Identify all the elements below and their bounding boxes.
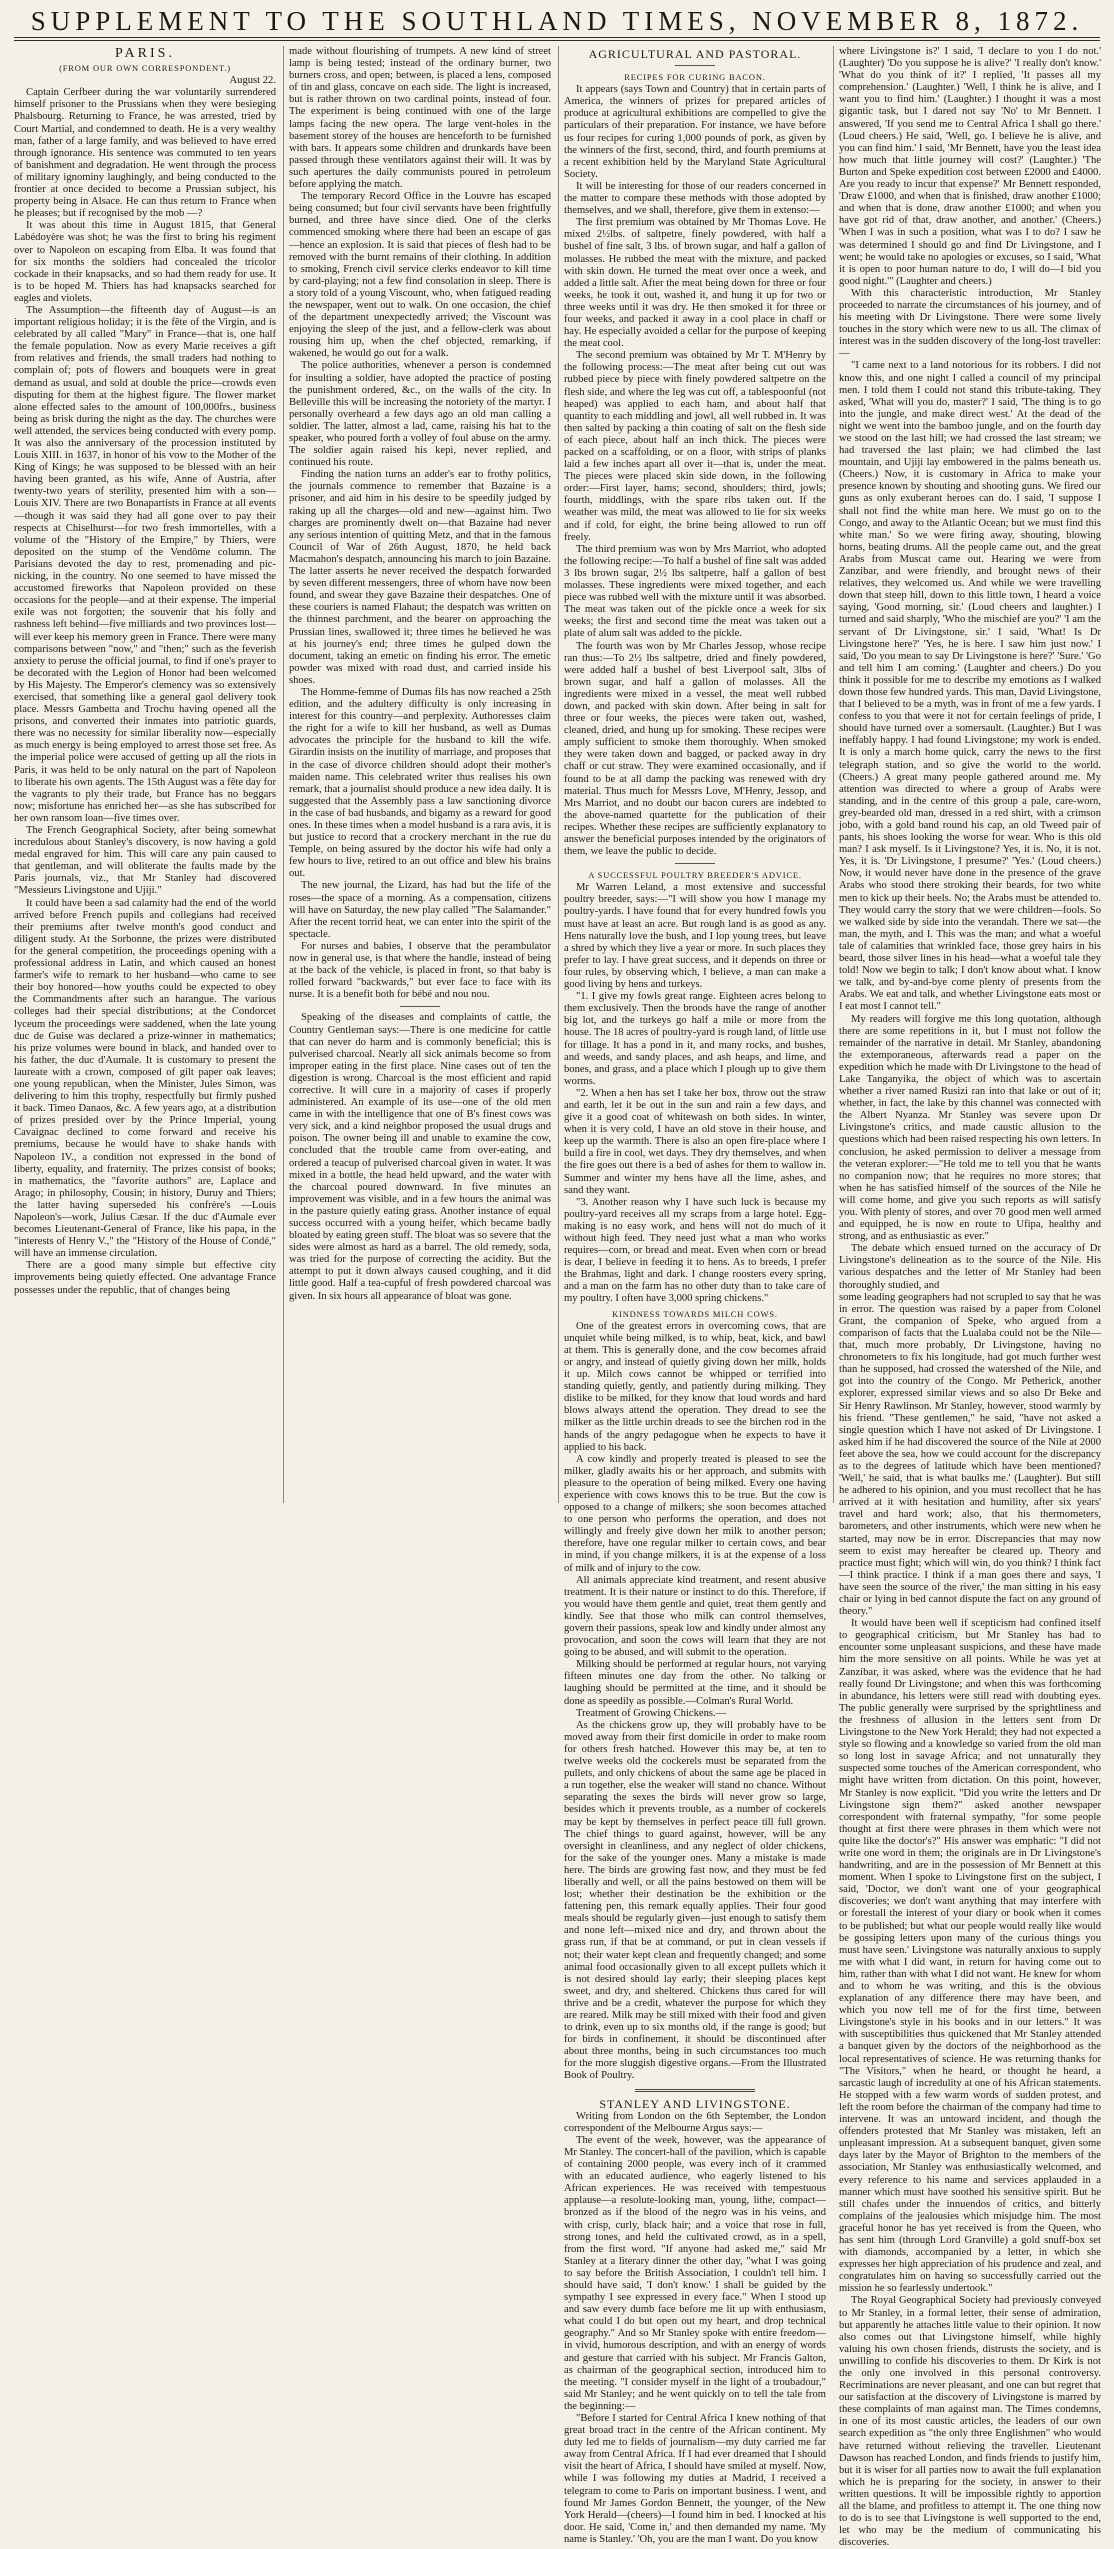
paragraph: Speaking of the diseases and complaints of cattle, the Country Gentleman says:—There is one medicine for cattle that can never do harm and is commonly beneficial; this is pulverised charcoal. Nearly all sick animals become so from improper eating in the first place. Nine cases out of ten the digestion is wrong. Charcoal is the most efficient and rapid corrective. It will cure in a majority of cases if properly administered. An example of its use—one of the old men came in with the intelligence that one of B's finest cows was very sick, and a kind neighbor proposed the usual drugs and poison. The owner being ill and unable to examine the cow, concluded that the trouble came from over-eating, and ordered a teacup of pulverised charcoal given in water. It was mixed in a bottle, the head held upward, and the water with the charcoal poured downward. In five minutes an improvement was visible, and in a few hours the animal was in the pasture quietly eating grass. Another instance of equal success occurred with a young heifer, which became badly bloated by eating green stuff. The bloat was so severe that the sides were almost as hard as a barrel. The old remedy, soda, was tried for the purpose of correcting the acidity. But the attempt to put it down always caused coughing, and it did little good. Half a tea-cupful of fresh powdered charcoal was given. In six hours all appearance of bloat was gone. xyxy=(289,1012,551,1302)
paragraph: Captain Cerfbeer during the war voluntarily surrendered himself prisoner to the Prussians when they were besieging Phalsbourg. Returning to France, he was arrested, tried by Court Martial, and condemned to death. He is a very wealthy man, father of a large family, and was believed to have erred through ignorance. His sentence was commuted to ten years of banishment and degradation. He went through the process of military ignominy laughingly, and being conducted to the frontier at once decided to become a Prussian subject, his property being in Alsace. He can thus return to France when he pleases; but if recognised by the mob —? xyxy=(14,87,276,220)
poultry-subheading: A SUCCESSFUL POULTRY BREEDER'S ADVICE. xyxy=(588,870,802,881)
paragraph: My readers will forgive me this long quotation, although there are some repetitions in it, but I must not follow the remainder of the narrative in detail. Mr Stanley, abandoning the extemporaneous, afterwards read a paper on the expedition which he made with Dr Livingstone to the head of Lake Tanganyika, the object of which was to ascertain whether a river named Rusizi ran into that lake or out of it; whether, in fact, the lake by this channel was connected with the Albert Nyanza. Mr Stanley was severe upon Dr Livingstone's critics, and made caustic allusion to the questions which had been raised respecting his own letters. In conclusion, he asked permission to deliver a message from the veteran explorer:—"He told me to tell you that he wants no companion now; that he requires no more stores; that when he has satisfied himself of the sources of the Nile he will come home, and give you such reports as will satisfy you. With plenty of stores, and over 70 good men well armed and equipped, he is now en route to Ufipa, healthy and strong, and as enthusiastic as ever." xyxy=(839,1013,1101,1243)
paragraph: The new journal, the Lizard, has had but the life of the roses—the space of a morning. As a compensation, citizens will have on Saturday, the new play called "The Salamander." After the recent torrid heat, we can enter into the spirit of the spectacle. xyxy=(289,880,551,940)
paragraph: It would have been well if scepticism had confined itself to geographical criticism, but Mr Stanley has had to encounter some unpleasant suspicions, and these have made him the more sensitive on all points. While he was yet at Zanzibar, it was asked, where was the evidence that he had really found Dr Livingstone; and when this was forthcoming in abundance, his letters were still read with doubting eyes. The public generally were surprised by the sprightliness and the freshness of allusion in the letters sent from Dr Livingstone to the New York Herald; they had not expected a style so flowing and a knowledge so varied from the old man so long lost in savage Africa; and not unnaturally they suspected some touches of the American correspondent, who might have written from dictation. On this point, however, Mr Stanley is now explicit. "Did you write the letters and Dr Livingstone sign them?" asked another newspaper correspondent with fraternal sympathy, "for some people thought at first there were phrases in them which were not quite like the doctor's?" His answer was emphatic: "I did not write one word in them; the originals are in Dr Livingstone's handwriting, and are in the possession of Mr Bennett at this moment. When I spoke to Livingstone first on the subject, I said, 'Doctor, we don't want one of your geographical discoveries; we don't want anything that may interfere with or forestall the interest of your diary or book when it comes to be published; but what our people would really like would be gossiping letters upon many of the curious things you must have seen.' Livingstone was naturally anxious to supply me with what I did want, in return for having come out to him, rather than with what I did not want. He knew for whom and to whom he was writing, and this is the obvious explanation of any difference there may have been, and which you now tell me of for the first time, between Livingstone's style in his books and in our letters." It was with susceptibilities thus quickened that Mr Stanley attended a banquet given by the doctors of the neighborhood as the local representatives of science. He was returning thanks for "The Visitors," when he heard, or thought he heard, a sarcastic laugh of incredulity at one of his African statements. He stopped with a few warm words of sudden protest, and left the room before the chairman of the company had time to intervene. It was an untoward incident, and though the offenders protested that Mr Stanley was mistaken, left an unpleasant impression. At a subsequent banquet, given some days later by the Mayor of Brighton to the members of the association, Mr Stanley was enthusiastically welcomed, and every reference to his name and services applauded in a manner which must have soothed his sensitive spirit. But he still chafes under the innuendos of critics, and bitterly complains of the jealousies which misjudge him. The most graceful honor he has yet received is from the Queen, who has sent him (through Lord Granville) a gold snuff-box set with diamonds, accompanied by a letter, in which she expresses her high appreciation of his prudence and zeal, and congratulates him on having so successfully carried out the mission he so fearlessly undertook." xyxy=(839,1618,1101,2295)
paragraph: It will be interesting for those of our readers concerned in the matter to compare these methods with those adopted by themselves, and we shall, therefore, give them in extenso:— xyxy=(564,180,826,217)
paragraph: "2. When a hen has set I take her box, throw out the straw and earth, let it be out in the sun and rain a few days, and give it a good coat of whitewash on both sides. In winter, when it is very cold, I have an old stove in their house, and keep up the warmth. There is also an open fire-place where I build a fire in cool, wet days. They dry themselves, and when the fire goes out there is a bed of ashes for them to wallow in. Summer and winter my hens have all the lime, ashes, and sand they want. xyxy=(564,1087,826,1196)
paris-heading: PARIS. xyxy=(115,46,175,61)
paragraph: There are a good many simple but effective city improvements being quietly effected. One advantage France possesses under the republic, that of changes being xyxy=(14,1260,276,1296)
paragraph: where Livingstone is?' I said, 'I declare to you I do not.' (Laughter) 'Do you suppose he is alive?' 'I really don't know.' 'What do you think of it?' I replied, 'It passes all my comprehension.' (Laughter.) 'Well, I think he is alive, and I want you to find him.' (Laughter.) I thought it was a most gigantic task, but I dared not say 'No' to Mr Bennett. I answered, 'If you send me to Central Africa I shall go there.' (Loud cheers.) He said, 'Well, go. I believe he is alive, and you can find him.' I said, 'Mr Bennett, have you the least idea how much that little journey will cost?' (Laughter.) 'The Burton and Speke expedition cost between £2000 and £4000. Are you ready to incur that expense?' Mr Bennett responded, 'Draw £1000, and when that is finished, draw another £1000; and when that is done, draw another £1000; and when you have got rid of that, draw another, and another.' (Cheers.) 'When I was in such a position, what was I to do? I saw he was determined I should go and find Dr Livingstone, and I went; he would take no apologies or excuses, so I said, 'What it is open to poor human nature to do, I will do—I bid you good night.'" (Laughter and cheers.) xyxy=(839,46,1101,287)
paragraph: "I came next to a land notorious for its robbers. I did not know this, and one night I called a council of my principal men. I told them I could not stand this tribute-taking. They asked, 'What will you do, master?' I said, 'The thing is to go into the jungle, and make direct west.' At the dead of the night we went into the bamboo jungle, and on the fourth day we stood on the last hill; we had crossed the last stream; we had traversed the last plain; we had climbed the last mountain, and Ujiji lay embowered in the palms beneath us. (Cheers.) Now, it is customary in Africa to make your presence known by shouting and shooting guns. We fired our guns as only exuberant heroes can do. I said, 'I suppose I shall not find the white man here. We must go on to the Congo, and away to the Atlantic Ocean; but we must find this white man.' So we were firing away, shouting, blowing horns, beating drums. All the people came out, and the great Arabs from Muscat came out. Hearing we were from Zanzibar, and were friendly, and brought news of their relatives, they welcomed us. And while we were travelling down that steep hill, down to this little town, I heard a voice saying, 'Good morning, sir.' (Loud cheers and laughter.) I turned and said sharply, 'Who the mischief are you?' 'I am the servant of Dr Livingstone, sir.' I said, 'What! Is Dr Livingstone here?' 'Yes, he is here. I saw him just now.' I said, 'Do you mean to say Dr Livingstone is here?' 'Sure.' 'Go and tell him I am coming.' (Laughter and cheers.) Do you think it possible for me to describe my emotions as I walked down those few hundred yards. This man, David Livingstone, that I believed to be a myth, was in front of me a few yards. I confess to you that were it not for certain feelings of pride, I should have turned over a somersault. (Laughter.) But I was ineffably happy. I had found Livingstone; my work is ended. It is only a march home quick, carry the news to the first telegraph station, and so give the world to the world. (Cheers.) A great many people gathered around me. My attention was directed to where a group of Arabs were standing, and in the centre of this group a pale, care-worn, grey-bearded old man, dressed in a red shirt, with a crimson jobo, with a gold band round his cap, an old Tweed pair of pants, his shoes looking the worse for wear. Who is this old man? I ask myself. Is it Livingstone? Yes, it is. No, it is not. Yes, it is. 'Dr Livingstone, I presume?' 'Yes.' (Loud cheers.) Now, it would never have done in the presence of the grave Arabs who stood there stroking their beards, for two white men to kick up their heels. No; the Arabs must be attended to. They would carry the story that we were children—fools. So we walked side by side into the verandah. There we sat—the man, the myth, and I. This was the man; and what a woeful tale of calamities that wrinkled face, those grey hairs in his beard, those silver lines in his head—what a woeful tale they told! Now we begin to talk; I don't know about what. I know we talk, and by-and-bye come plenty of presents from the Arabs. We eat and talk, and whether Livingstone eats most or I eat most I cannot tell." xyxy=(839,360,1101,1013)
section-divider xyxy=(675,863,715,864)
paragraph: The temporary Record Office in the Louvre has escaped being consumed; but four civil servants have been frightfully burned, and three have since died. One of the clerks commenced smoking where there had been an escape of gas—hence an explosion. It is said that pieces of flesh had to be removed with the burnt remains of their clothing. In addition to smoking, French civil service clerks endeavor to kill time by card-playing; not a few find consolation in sleep. There is a story told of a young Viscount, who, when fatigued reading the newspaper, went out to walk. On one occasion, the chief of the department unexpectedly arrived; the Viscount was enjoying the sleep of the just, and a fellow-clerk was about rousing him up, when the chef objected, remarking, if wakened, he would go out for a walk. xyxy=(289,191,551,360)
paris-subheading: (FROM OUR OWN CORRESPONDENT.) xyxy=(59,63,231,74)
paragraph: With this characteristic introduction, Mr Stanley proceeded to narrate the circumstances of his journey, and of his meeting with Dr Livingstone. There were some lively touches in the story which were new to us all. The climax of interest was in the sudden discovery of the long-lost traveller:— xyxy=(839,287,1101,360)
paragraph: As the chickens grow up, they will probably have to be moved away from their first domicile in order to make room for others fresh hatched. However this may be, at ten to twelve weeks old the cockerels must be separated from the pullets, and only chickens of about the same age be placed in a run together, else the weaker will stand no chance. Without separating the sexes the birds will never grow so large, besides which it prevents trouble, as a number of cockerels may be kept by themselves in perfect peace till full grown. The chief things to guard against, however, will be any oversight in cleanliness, and any neglect of older chickens, for the sake of the younger ones. Many a mistake is made here. The birds are growing fast now, and they must be fed liberally and well, or all the pains bestowed on them will be lost; whether their destination be the exhibition or the fattening pen, this remark equally applies. Their four good meals should be regularly given—just enough to satisfy them and none left—mixed nice and dry, and thrown about the grass run, if that be at command, or put in clean vessels if not; their water kept clean and frequently changed; and some animal food occasionally given to all except pullets which it is not desired should lay early; their sleeping places kept sweet, and dry, and sheltered. Chickens thus cared for will thrive and be a credit, whatever the purpose for which they are reared. Milk may be still mixed with their food and given to drink, even up to six months old, if the range is good; but for birds in confinement, it should be discontinued after about three months, being in such circumstances too much for the more sluggish digestive organs.—From the Illustrated Book of Poultry. xyxy=(564,1719,826,2082)
paragraph: The debate which ensued turned on the accuracy of Dr Livingstone's delineation as to the source of the Nile. His various despatches and the letter of Mr Stanley had been thoroughly studied, and xyxy=(839,1243,1101,1291)
paragraph: The fourth was won by Mr Charles Jessop, whose recipe ran thus:—To 2½ lbs saltpetre, dried and finely powdered, were added half a bushel of best Liverpool salt, 3lbs of brown sugar, and half a gallon of molasses. All the ingredients were mixed in a vessel, the meat well rubbed down, and packed with skin down. After being in salt for three or four weeks, the pieces were taken out, washed, cleaned, dried, and hung up for smoking. These recipes were amply sufficient to smoke them thoroughly. When smoked they were taken down and bagged, or packed away in dry chaff or cut straw. They were examined occasionally, and if found to be at all damp the packing was renewed with dry material. Thus much for Messrs Love, M'Henry, Jessop, and Mrs Marriot, and no doubt our bacon curers are indebted to the above-named quartette for the publication of their recipes. Whether these recipes are sufficiently explanatory to answer the beneficial purposes intended by the originators of them, we leave the public to decide. xyxy=(564,640,826,858)
paragraph: "Before I started for Central Africa I knew nothing of that great broad tract in the centre of the African continent. My duty led me to fields of journalism—my duty carried me far away from Central Africa. If I had ever dreamed that I should visit the heart of Africa, I should have smiled at myself. Now, while I was following my duties at Madrid, I received a telegram to come to Paris on important business. I went, and found Mr James Gordon Bennett, the younger, of the New York Herald—(cheers)—I found him in bed. I knocked at his door. He said, 'Come in,' and then demanded my name. 'My name is Stanley.' 'Oh, you are the man I want. Do you know xyxy=(564,2413,826,2545)
stanley-heading: STANLEY AND LIVINGSTONE. xyxy=(599,2096,791,2111)
section-divider xyxy=(675,65,715,66)
paragraph: "1. I give my fowls great range. Eighteen acres belong to them exclusively. Then the broods have the range of another big lot, and the turkeys go half a mile or more from the house. The 18 acres of poultry-yard is rough land, of little use for tillage. It has a pond in it, and many rocks, and bushes, and weeds, and sandy places, and ash heaps, and lime, and bones, and grass, and a place which I plough up to give them worms. xyxy=(564,991,826,1087)
column-separator xyxy=(283,46,284,1503)
masthead-rule xyxy=(14,37,1100,38)
paragraph: One of the greatest errors in overcoming cows, that are unquiet while being milked, is to whip, beat, kick, and bawl at them. This is generally done, and the cow becomes afraid or angry, and instead of quietly giving down her milk, holds it up. Milch cows cannot be whipped or terrified into standing quietly, gently, and patiently during milking. They dislike to be milked, for they know that loud words and hard blows always attend the operation. They dread to see the milker as the little urchin dreads to see the birchen rod in the hands of the angry pedagogue when he expects to have it applied to his back. xyxy=(564,1320,826,1453)
paragraph: All animals appreciate kind treatment, and resent abusive treatment. It is their nature or instinct to do this. Therefore, if you would have them gentle and quiet, treat them gently and kindly. See that those who milk can control themselves, govern their passions, speak low and kindly under almost any provocation, and soon the cows will learn that they are not going to be abused, and will submit to the operation. xyxy=(564,1574,826,1659)
paragraph: some leading geographers had not scrupled to say that he was in error. The question was raised by a paper from Colonel Grant, the companion of Speke, who argued from a comparison of facts that the Lualaba could not be the Nile—that, much more probably, Dr Livingstone, having no chronometers to fix his longitude, had got much further west than he supposed, had crossed the watershed of the Nile, and got into the country of the Congo. Mr Petherick, another explorer, expressed similar views and so also Dr Beke and Sir Henry Rawlinson. Mr Stanley, however, stood warmly by his friend. "These gentlemen," he said, "have not asked a single question which I have not asked of Dr Livingstone. I asked him if he had discovered the source of the Nile at 2000 feet above the sea, how we could account for the discrepancy as to the degrees of latitude which have been mentioned? 'Well,' he said, that is what baulks me.' (Laughter). But still he adhered to his opinion, and you must recollect that he has arrived at it with hesitation and humility, after six years' travel and hard work; also, that his thermometers, barometers, and other instruments, which were new when he started, may now be in error. Discrepancies that may now seem to exist may hereafter be cleared up. Theory and practice must fight; which will win, do you think? I think fact—I think practice. I think if a man goes there and says, 'I have seen the source of the river,' the man sitting in his easy chair or lying in bed cannot dispute the fact on any ground of theory." xyxy=(839,1291,1101,1618)
paragraph: Writing from London on the 6th September, the London correspondent of the Melbourne Argus says:— xyxy=(564,2110,826,2134)
column-4 xyxy=(839,46,1101,2549)
milch-cows-subheading: KINDNESS TOWARDS MILCH COWS. xyxy=(612,1308,778,1319)
paris-dateline: August 22. xyxy=(229,75,276,87)
paragraph: For nurses and babies, I observe that the perambulator now in general use, is that where the handle, instead of being at the back of the vehicle, is placed in front, so that baby is rolled forward "backwards," but ever face to face with its nurse. It is a benefit both for bébé and nou nou. xyxy=(289,940,551,1001)
masthead-rule-lower xyxy=(14,40,1100,41)
paragraph-heading: Treatment of Growing Chickens.— xyxy=(576,1707,727,1719)
paragraph: The Royal Geographical Society had previously conveyed to Mr Stanley, in a formal letter, their sense of admiration, but apparently he attaches little value to their opinion. It now also comes out that Livingstone himself, while highly valuing his own chosen friends, distrusts the society, and is unwilling to confide his discoveries to them. Dr Kirk is not the only one involved in this personal controversy. Recriminations are never pleasant, and one can but regret that our satisfaction at the discovery of Livingstone is marred by these complaints of man against man. The Times condemns, in one of its most caustic articles, the leaders of our own search expedition as "the only three Englishmen" who would have returned without relieving the traveller. Lieutenant Dawson has reached London, and finds friends to justify him, but it is wiser for all parties now to await the full explanation which he is preparing for the society, in answer to their written questions. It will be impossible rightly to apportion all the blame, and profitless to attempt it. The one thing now to do is to see that Livingstone is well supported to the end, let who may be the medium of communicating his discoveries. xyxy=(839,2295,1101,2549)
paragraph: The third premium was won by Mrs Marriot, who adopted the following recipe:—To half a bushel of fine salt was added 3 lbs brown sugar, 2½ lbs saltpetre, half a gallon of best molasses. These ingredients were mixed together, and each piece was rubbed well with the mixture until it was absorbed. The meat was taken out of the pickle once a week for six weeks; the first and second time the meat was taken out a plate of alum salt was added to the pickle. xyxy=(564,543,826,640)
column-1 xyxy=(14,46,276,1503)
column-separator xyxy=(833,46,834,1503)
paragraph: A cow kindly and properly treated is pleased to see the milker, gladly awaits his or her approach, and submits with pleasure to the operation of being milked. Every one having experience with cows knows this to be true. But the cow is opposed to a change of milkers; she soon becomes attached to one person who performs the operation, and does not willingly and freely give down her milk to another person; therefore, have one regular milker to certain cows, and bear in mind, if you change milkers, it is at the expense of a loss of milk and of injury to the cow. xyxy=(564,1453,826,1574)
paragraph: The police authorities, whenever a person is condemned for insulting a soldier, have adopted the practice of posting the punishment ordered, &c., on the walls of the city. In Belleville this will be increasing the notoriety of the martyr. I personally overheard a few days ago an old man calling a soldier. The latter, almost a lad, came, raising his hat to the speaker, who poured forth a volley of foul abuse on the army. The soldier again raised his kepi, never replied, and continued his route. xyxy=(289,360,551,469)
paragraph: It appears (says Town and Country) that in certain parts of America, the winners of prizes for prepared articles of produce at agricultural exhibitions are compelled to give the particulars of their preparation. For instance, we have before us four recipes for curing 1,000 pounds of pork, as given by the winners of the first, second, third, and fourth premiums at a recent exhibition held by the Maryland State Agricultural Society. xyxy=(564,84,826,180)
paragraph: "3. Another reason why I have such luck is because my poultry-yard receives all my scraps from a large hotel. Egg-making is no easy work, and hens will not do much of it without high feed. They need just what a man who works requires—corn, or bread and meat. Even when corn or bread is dear, I believe in feeding it to hens. As to breeds, I prefer the Brahmas, light and dark. I change roosters every spring, and a man on the farm has no other duty than to take care of my poultry. I often have 3,000 spring chickens." xyxy=(564,1196,826,1305)
paragraph: Mr Warren Leland, a most extensive and successful poultry breeder, says:—"I will show you how I manage my poultry-yards. I have found that for every hundred fowls you must have at least an acre. But rough land is as good as any. Hens naturally love the bush, and I lop young trees, but leave a shred by which they live a year or more. In such places they prefer to lay. I have great success, and it depends on three or four rules, by observing which, I believe, a man can make a good living by hens and turkeys. xyxy=(564,882,826,991)
paragraph: The French Geographical Society, after being somewhat incredulous about Stanley's discovery, is now having a gold medal engraved for him. This will care any pain caused to that gentleman, and will obliterate the faults made by the Paris journals, viz., that Mr Stanley had discovered "Messieurs Livingstone and Ujiji." xyxy=(14,825,276,897)
paragraph: The second premium was obtained by Mr T. M'Henry by the following process:—The meat after being cut out was rubbed piece by piece with finely powdered saltpetre on the flesh side, and where the leg was cut off, a tablespoonful (not heaped) was applied to each ham, and about half that quantity to each middling and jowl, all well rubbed in. It was then salted by packing a thin coating of salt on the flesh side of each piece, about half an inch thick. The pieces were packed on a scaffolding, or on a floor, with strips of planks laid a few inches apart all over it—that is, under the meat. The pieces were placed skin side down, in the following order:—First layer, hams; second, shoulders; third, jowls; fourth, middlings, with the spare ribs taken out. If the weather was mild, the meat was allowed to lie for six weeks and if cold, for eight, the brine being allowed to run off freely. xyxy=(564,350,826,543)
masthead-title: SUPPLEMENT TO THE SOUTHLAND TIMES, NOVEMBER 8, 1872. xyxy=(30,6,1084,36)
paragraph: made without flourishing of trumpets. A new kind of street lamp is being tested; instead of the ordinary burner, two burners cross, and open; between, is placed a lens, composed of tin and glass, concave on each side. The light is increased, but is rather thrown on two cardinal points, instead of four. The experiment is being continued with one of the large lamps facing the new opera. The large vent-holes in the basement storey of the houses are henceforth to be furnished with bars. It appears some children and drunkards have been passed through these ventilators against their will. It was by such apertures the daily communists poured in petroleum before applying the match. xyxy=(289,46,551,191)
agricultural-heading: AGRICULTURAL AND PASTORAL. xyxy=(588,47,802,61)
bacon-subheading: RECIPES FOR CURING BACON. xyxy=(624,72,766,83)
paragraph: The event of the week, however, was the appearance of Mr Stanley. The concert-hall of the pavilion, which is capable of containing 2000 people, was every inch of it crammed with an educated audience, who eagerly listened to his African experiences. He was received with tempestuous applause—a resolute-looking man, young, lithe, compact—bronzed as if the blood of the negro was in his veins, and with crisp, curly, black hair; and a voice that rose in full, strong tones, and held the cultivated crowd, as in a spell, from the first word. "If anyone had asked me," said Mr Stanley at a literary dinner the other day, "what I was going to say before the British Association, I couldn't tell him. I should have said, 'I don't know.' I shall be guided by the sympathy I see expressed in every face." When I stood up and saw every dumb face before me lit up with enthusiasm, what could I do but open out my heart, and drop technical geography." And so Mr Stanley spoke with entire freedom—in vivid, humorous description, and with an energy of words and gesture that carried with his subject. Mr Francis Galton, as chairman of the geographical section, introduced him to the meeting. "I consider myself in the light of a troubadour," said Mr Stanley; and he went quickly on to tell the tale from the beginning:— xyxy=(564,2134,826,2412)
paragraph: The first premium was obtained by Mr Thomas Love. He mixed 2½lbs. of saltpetre, finely powdered, with half a bushel of fine salt, 3 lbs. of brown sugar, and half a gallon of molasses. He rubbed the meat with the mixture, and packed with skin down. He turned the meat over once a week, and added a little salt. After the meat being down for three or four weeks, he took it out, washed it, and hung it up for two or three weeks until it was dry. He then smoked it for three or four weeks, and packed it away in a cool place in chaff or hay. He especially avoided a cellar for the purpose of keeping the meat cool. xyxy=(564,217,826,350)
paragraph: The Assumption—the fifteenth day of August—is an important religious holiday; it is the fête of the Virgin, and is celebrated by all called "Mary" in France—that is, one half the female population. Now as every Marie receives a gift from relatives and friends, the small traders had nothing to complain of; pots of flowers and bouquets were in great demand as usual, and sold at double the price—crowds even disputing for them at the highest figure. The flower market alone effected sales to the amount of 100,000frs., business being as brisk during the night as the day. The churches were well attended, the services being conducted with every pomp. It was also the anniversary of the procession instituted by Louis XIII. in 1637, in honor of his vow to the Mother of the King of Kings; he was supposed to be blessed with an heir having been granted, as his wife, Anne of Austria, after twenty-two years of sterility, presented him with a son—Louis XIV. There are two Bonapartists in France at all events—though it was said they had all gone over to pay their respects at Chiselhurst—for two fresh immortelles, with a volume of the "History of the Empire," by Thiers, were deposited on the stump of the Vendôme column. The Parisians devoted the day to rest, promenading and pic-nicking, in the country. No one seemed to have missed the accustomed fireworks that Napoleon provided on these occasions for the people—and at their expense. The imperial exile was not forgotten; the souvenir that his folly and rashness left behind—five milliards and two provinces lost—will ever keep his memory green in France. There were many comparisons between "now," and "then;" such as the feverish anxiety to peruse the official journal, to find if one's prayer to be decorated with the Legion of Honor had been welcomed by His Majesty. The Emperor's clemency was so extensively exercised, that something like a general gaol delivery took place. Messrs Gambetta and Trochu having opened all the prisons, and converted their inmates into patriotic guards, there was no necessity for similar liberality now—especially as much energy is being employed to arrest those set free. As the imperial police were accused of getting up all the riots in Paris, it was held to be only natural on the part of Napoleon to liberate his own agents. The 15th August was a fête day for the vagrants to ply their trade, but France has no beggars now; misfortune has enriched her—as she has subscribed for her own ransom loan—five times over. xyxy=(14,304,276,824)
paragraph: The Homme-femme of Dumas fils has now reached a 25th edition, and the adultery difficulty is only increasing in interest for this country—and perplexity. Authoresses claim the right for a wife to kill her husband, as well as Dumas advocates the principle for the husband to kill the wife. Girardin insists on the inutility of marriage, and proposes that in the case of divorce children should adopt their mother's maiden name. This celebrated writer thus realises his own remark, that a journalist should produce a new idea daily. It is suggested that the Assembly pass a law sanctioning divorce in the case of bad husbands, and bigamy as a reward for good ones. In these times when a model husband is a rara avis, it is but justice to record that a crockery merchant in the rue du Temple, on being assured by the doctor his wife had only a few hours to live, retired to an out office and blew his brains out. xyxy=(289,686,551,880)
paragraph: Milking should be performed at regular hours, not varying fifteen minutes one day from the other. No talking or laughing should be permitted at the time, and it should be done as speedily as possible.—Colman's Rural World. xyxy=(564,1659,826,1707)
paragraph: It was about this time in August 1815, that General Labédoyère was shot; he was the first to bring his regiment over to Napoleon on escaping from Elba. It was found that for six months the soldiers had concealed the tricolor cockade in their knapsacks, and so had them ready for use. It is to be hoped M. Thiers has had knapsacks searched for eagles and violets. xyxy=(14,220,276,304)
paragraph: It could have been a sad calamity had the end of the world arrived before French pupils and collegians had received their premiums after twelve month's good conduct and diligent study. At the Sorbonne, the prizes were distributed for the general competition, the proceedings opening with a professional address in Latin, and which caused an honest farmer's wife to remark to her husband—who came to see their boy honored—how youths could be expected to obey the Commandments after such an harangue. The various colleges had their special distributions; at the Condorcet lyceum the proceedings were saddened, when the late young duc de Guise was declared a prize-winner in mathematics; his prize volumes were bound in black, and handed over to his father, the duc d'Aumale. It is customary to present the laureate with a crown, composed of gilt paper oak leaves; one young republican, when the Minister, Jules Simon, was delivering to him this trophy, respectfully but firmly pushed it back. Timeo Danaos, &c. A few years ago, at a distribution of prizes presided over by the Prince Imperial, young Cavaignac declined to come forward and receive his premiums, because he would have to shake hands with Napoleon IV., a condition not expressed in the bond of liberty, equality, and fraternity. The prizes consist of books; in mathematics, the "favorite authors" are, Laplace and Arago; in philosophy, Cousin; in history, Duruy and Thiers; the latter having superseded his confrère's —Louis Napoleon's—work, Julius Cæsar. If the duc d'Aumale ever becomes Lieutenant-General of France, like his papa, in the "interests of Henry V.," the "History of the House of Condé," will have an immense circulation. xyxy=(14,897,276,1260)
section-divider xyxy=(635,2089,755,2092)
column-2 xyxy=(289,46,551,1503)
columns xyxy=(14,46,1101,2549)
section-divider xyxy=(400,1006,440,1007)
paragraph: Finding the nation turns an adder's ear to frothy politics, the journals commence to remember that Bazaine is a prisoner, and aid him in his desire to be speedily judged by raking up all the charges—old and new—against him. Two charges are prominently dwelt on—that Bazaine had never any serious intention of quitting Metz, and that in the famous Council of War of 26th August, 1870, he held back Macmahon's despatch, announcing his march to join Bazaine. The latter asserts he never received the despatch forwarded by seven different messengers, three of whom have now been found, and swear they gave Bazaine their despatches. One of these couriers is named Flahaut; the despatch was written on the thinnest parchment, and the bearer on approaching the Prussian lines, swallowed it; three times he believed he was at his journey's end; three times he gulped down the document, taking an emetic on finding his error. The emetic powder was mixed with road dust, and carried inside his shoes. xyxy=(289,469,551,686)
column-separator xyxy=(558,46,559,1503)
column-3 xyxy=(564,46,826,2545)
